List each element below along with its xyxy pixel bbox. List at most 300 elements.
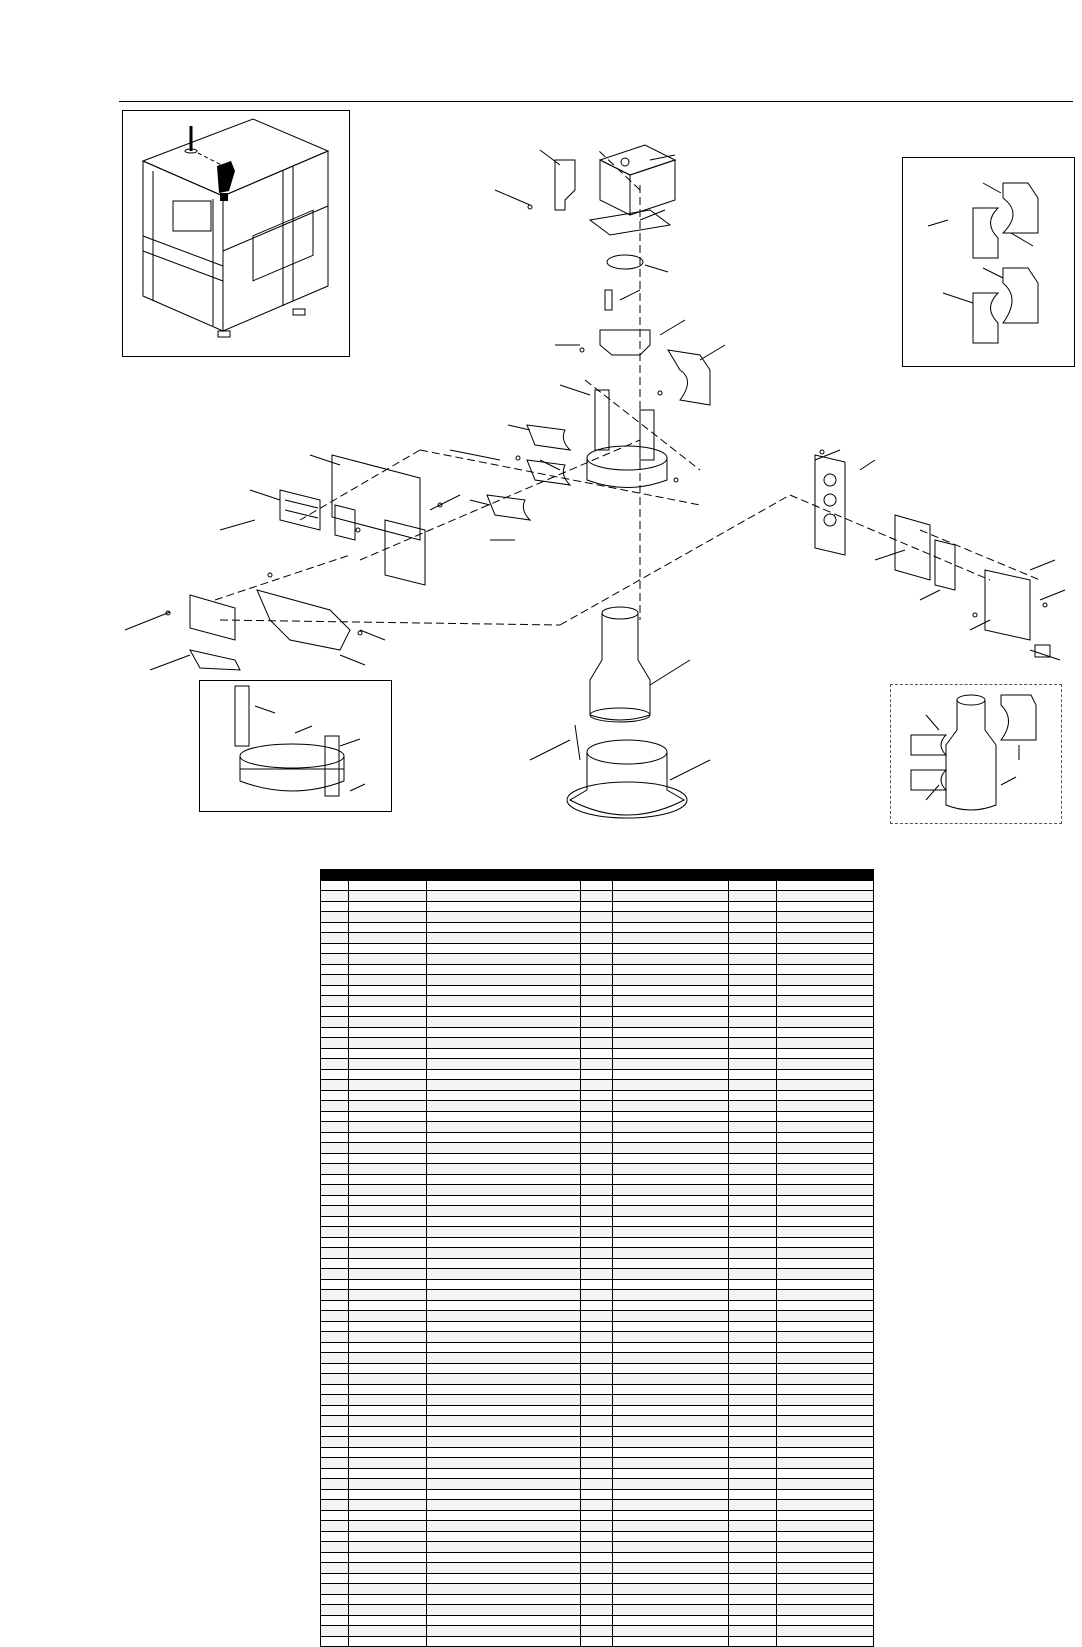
- table-cell: [613, 1248, 729, 1259]
- table-cell: [321, 1510, 349, 1521]
- table-cell: [777, 1405, 874, 1416]
- table-row: [321, 1332, 874, 1343]
- table-cell: [729, 1615, 777, 1626]
- table-cell: [777, 1416, 874, 1427]
- table-cell: [427, 1311, 581, 1322]
- table-cell: [777, 1069, 874, 1080]
- table-cell: [777, 1489, 874, 1500]
- table-cell: [581, 1552, 613, 1563]
- table-cell: [729, 1027, 777, 1038]
- table-cell: [613, 943, 729, 954]
- table-cell: [349, 1584, 427, 1595]
- table-cell: [349, 912, 427, 923]
- table-cell: [729, 933, 777, 944]
- header-cell: [777, 870, 874, 881]
- table-cell: [613, 1489, 729, 1500]
- table-cell: [613, 880, 729, 891]
- table-cell: [349, 1332, 427, 1343]
- table-cell: [613, 1290, 729, 1301]
- table-cell: [349, 1500, 427, 1511]
- header-cell: [613, 870, 729, 881]
- table-cell: [729, 1290, 777, 1301]
- table-cell: [777, 1563, 874, 1574]
- table-cell: [581, 1006, 613, 1017]
- table-cell: [427, 880, 581, 891]
- table-cell: [613, 1636, 729, 1647]
- table-cell: [777, 1384, 874, 1395]
- table-cell: [349, 964, 427, 975]
- table-cell: [613, 1594, 729, 1605]
- table-cell: [427, 1248, 581, 1259]
- table-cell: [349, 1363, 427, 1374]
- table-cell: [613, 1185, 729, 1196]
- table-row: [321, 1174, 874, 1185]
- table-cell: [349, 1279, 427, 1290]
- table-cell: [321, 922, 349, 933]
- table-row: [321, 1542, 874, 1553]
- table-cell: [349, 1521, 427, 1532]
- table-cell: [349, 996, 427, 1007]
- table-cell: [427, 1416, 581, 1427]
- table-cell: [321, 1090, 349, 1101]
- table-cell: [729, 1195, 777, 1206]
- table-cell: [613, 964, 729, 975]
- table-cell: [613, 1111, 729, 1122]
- parts-list-table: [320, 869, 874, 1647]
- table-cell: [427, 922, 581, 933]
- table-cell: [729, 1626, 777, 1637]
- table-cell: [321, 1153, 349, 1164]
- table-cell: [581, 996, 613, 1007]
- table-cell: [777, 1290, 874, 1301]
- table-cell: [321, 1080, 349, 1091]
- table-cell: [613, 1426, 729, 1437]
- table-cell: [729, 1510, 777, 1521]
- table-cell: [427, 1237, 581, 1248]
- table-cell: [427, 1122, 581, 1133]
- table-cell: [777, 1479, 874, 1490]
- table-cell: [777, 1195, 874, 1206]
- table-row: [321, 1090, 874, 1101]
- table-cell: [613, 901, 729, 912]
- table-cell: [427, 1059, 581, 1070]
- table-cell: [613, 1458, 729, 1469]
- table-cell: [427, 1510, 581, 1521]
- table-cell: [427, 1363, 581, 1374]
- table-cell: [613, 1153, 729, 1164]
- table-cell: [777, 1174, 874, 1185]
- table-cell: [427, 912, 581, 923]
- fastener-symbols: [166, 205, 1047, 635]
- table-row: [321, 1059, 874, 1070]
- table-cell: [349, 1594, 427, 1605]
- table-cell: [613, 1384, 729, 1395]
- table-row: [321, 1111, 874, 1122]
- table-cell: [581, 1311, 613, 1322]
- table-cell: [321, 1048, 349, 1059]
- table-cell: [321, 912, 349, 923]
- table-cell: [729, 1426, 777, 1437]
- table-cell: [321, 1279, 349, 1290]
- table-cell: [729, 901, 777, 912]
- table-cell: [729, 1405, 777, 1416]
- table-cell: [729, 1353, 777, 1364]
- table-cell: [777, 1636, 874, 1647]
- table-row: [321, 1405, 874, 1416]
- table-cell: [581, 1111, 613, 1122]
- table-row: [321, 1290, 874, 1301]
- table-cell: [613, 1101, 729, 1112]
- table-cell: [321, 1101, 349, 1112]
- table-cell: [427, 1101, 581, 1112]
- table-cell: [613, 1069, 729, 1080]
- table-cell: [729, 1374, 777, 1385]
- table-cell: [581, 891, 613, 902]
- table-cell: [321, 1332, 349, 1343]
- table-cell: [777, 901, 874, 912]
- table-cell: [349, 1458, 427, 1469]
- table-cell: [777, 1311, 874, 1322]
- table-row: [321, 1048, 874, 1059]
- table-cell: [581, 1237, 613, 1248]
- table-cell: [321, 1626, 349, 1637]
- table-cell: [321, 1143, 349, 1154]
- table-cell: [581, 1395, 613, 1406]
- table-cell: [321, 1531, 349, 1542]
- table-cell: [427, 1164, 581, 1175]
- table-cell: [777, 1363, 874, 1374]
- table-cell: [427, 1185, 581, 1196]
- table-cell: [581, 1258, 613, 1269]
- table-cell: [729, 1269, 777, 1280]
- table-header-row: [321, 870, 874, 881]
- table-row: [321, 880, 874, 891]
- table-row: [321, 1500, 874, 1511]
- header-cell: [729, 870, 777, 881]
- table-cell: [427, 1290, 581, 1301]
- table-cell: [581, 1437, 613, 1448]
- table-cell: [777, 1374, 874, 1385]
- table-cell: [613, 1321, 729, 1332]
- table-cell: [581, 933, 613, 944]
- table-cell: [349, 1342, 427, 1353]
- table-cell: [581, 1185, 613, 1196]
- table-cell: [613, 1447, 729, 1458]
- table-cell: [581, 1384, 613, 1395]
- table-row: [321, 1584, 874, 1595]
- table-cell: [729, 1153, 777, 1164]
- table-cell: [777, 1269, 874, 1280]
- table-row: [321, 1227, 874, 1238]
- table-cell: [349, 1237, 427, 1248]
- table-cell: [349, 1122, 427, 1133]
- table-cell: [729, 1321, 777, 1332]
- table-cell: [613, 1059, 729, 1070]
- table-cell: [613, 1563, 729, 1574]
- table-row: [321, 1143, 874, 1154]
- table-row: [321, 1353, 874, 1364]
- table-cell: [321, 1269, 349, 1280]
- table-cell: [777, 1447, 874, 1458]
- table-cell: [729, 1468, 777, 1479]
- table-cell: [613, 1300, 729, 1311]
- table-cell: [729, 943, 777, 954]
- table-cell: [321, 1416, 349, 1427]
- table-cell: [321, 1132, 349, 1143]
- table-cell: [321, 996, 349, 1007]
- table-cell: [321, 1069, 349, 1080]
- table-cell: [777, 1321, 874, 1332]
- table-cell: [777, 1437, 874, 1448]
- header-cell: [581, 870, 613, 881]
- table-cell: [729, 1479, 777, 1490]
- table-cell: [349, 880, 427, 891]
- table-cell: [613, 1164, 729, 1175]
- header-cell: [321, 870, 349, 881]
- table-cell: [581, 1542, 613, 1553]
- table-cell: [729, 1216, 777, 1227]
- table-row: [321, 1636, 874, 1647]
- table-cell: [427, 1384, 581, 1395]
- table-cell: [613, 996, 729, 1007]
- table-cell: [777, 1542, 874, 1553]
- table-cell: [613, 912, 729, 923]
- table-cell: [349, 1531, 427, 1542]
- table-cell: [729, 1500, 777, 1511]
- table-row: [321, 1437, 874, 1448]
- table-row: [321, 1626, 874, 1637]
- table-row: [321, 1605, 874, 1616]
- table-row: [321, 975, 874, 986]
- table-cell: [613, 1227, 729, 1238]
- table-cell: [321, 1405, 349, 1416]
- table-cell: [777, 1279, 874, 1290]
- table-row: [321, 1006, 874, 1017]
- table-cell: [427, 996, 581, 1007]
- table-cell: [729, 1489, 777, 1500]
- table-cell: [427, 1353, 581, 1364]
- table-row: [321, 1374, 874, 1385]
- table-cell: [581, 1227, 613, 1238]
- table-cell: [321, 1006, 349, 1017]
- table-row: [321, 1101, 874, 1112]
- table-cell: [613, 1374, 729, 1385]
- table-row: [321, 1342, 874, 1353]
- table-cell: [581, 954, 613, 965]
- table-cell: [729, 1279, 777, 1290]
- table-cell: [349, 1374, 427, 1385]
- table-cell: [349, 1174, 427, 1185]
- table-cell: [427, 1017, 581, 1028]
- table-cell: [321, 891, 349, 902]
- table-cell: [729, 1437, 777, 1448]
- table-cell: [427, 954, 581, 965]
- table-cell: [777, 1552, 874, 1563]
- table-cell: [427, 1405, 581, 1416]
- table-cell: [321, 1311, 349, 1322]
- table-row: [321, 912, 874, 923]
- table-cell: [581, 1059, 613, 1070]
- table-cell: [349, 1489, 427, 1500]
- table-cell: [427, 1342, 581, 1353]
- table-cell: [729, 1636, 777, 1647]
- table-cell: [777, 1143, 874, 1154]
- header-cell: [427, 870, 581, 881]
- table-cell: [777, 1185, 874, 1196]
- table-cell: [613, 1195, 729, 1206]
- table-cell: [777, 1258, 874, 1269]
- table-cell: [427, 1321, 581, 1332]
- table-cell: [349, 1153, 427, 1164]
- table-row: [321, 933, 874, 944]
- table-cell: [581, 1153, 613, 1164]
- table-cell: [349, 1395, 427, 1406]
- table-cell: [349, 1059, 427, 1070]
- table-cell: [581, 1479, 613, 1490]
- table-row: [321, 1563, 874, 1574]
- table-cell: [581, 1195, 613, 1206]
- table-cell: [321, 954, 349, 965]
- table-cell: [581, 1531, 613, 1542]
- table-cell: [321, 1342, 349, 1353]
- table-cell: [777, 891, 874, 902]
- table-cell: [321, 1479, 349, 1490]
- table-cell: [427, 1048, 581, 1059]
- table-cell: [729, 1332, 777, 1343]
- table-cell: [777, 1227, 874, 1238]
- table-cell: [427, 1615, 581, 1626]
- table-cell: [729, 1542, 777, 1553]
- table-row: [321, 901, 874, 912]
- table-cell: [349, 1206, 427, 1217]
- table-cell: [777, 1237, 874, 1248]
- table-cell: [729, 912, 777, 923]
- table-cell: [613, 1237, 729, 1248]
- table-cell: [427, 1174, 581, 1185]
- table-row: [321, 1279, 874, 1290]
- table-cell: [321, 1594, 349, 1605]
- table-cell: [581, 1636, 613, 1647]
- table-cell: [581, 1573, 613, 1584]
- table-cell: [581, 1143, 613, 1154]
- table-row: [321, 1153, 874, 1164]
- table-cell: [729, 964, 777, 975]
- table-cell: [427, 1153, 581, 1164]
- table-cell: [427, 1458, 581, 1469]
- table-cell: [321, 1395, 349, 1406]
- table-cell: [613, 1206, 729, 1217]
- table-cell: [581, 1080, 613, 1091]
- table-cell: [321, 1227, 349, 1238]
- table-cell: [581, 1090, 613, 1101]
- table-cell: [777, 1531, 874, 1542]
- table-cell: [613, 1090, 729, 1101]
- table-cell: [777, 1006, 874, 1017]
- table-cell: [777, 954, 874, 965]
- table-cell: [581, 1363, 613, 1374]
- table-row: [321, 1258, 874, 1269]
- table-cell: [321, 1437, 349, 1448]
- table-cell: [427, 1258, 581, 1269]
- table-cell: [613, 1311, 729, 1322]
- table-row: [321, 996, 874, 1007]
- table-cell: [777, 1500, 874, 1511]
- table-cell: [349, 1027, 427, 1038]
- table-cell: [427, 964, 581, 975]
- table-cell: [729, 1248, 777, 1259]
- table-cell: [427, 985, 581, 996]
- table-cell: [613, 1468, 729, 1479]
- table-cell: [777, 1206, 874, 1217]
- table-cell: [777, 1521, 874, 1532]
- table-cell: [427, 1573, 581, 1584]
- table-cell: [581, 1521, 613, 1532]
- table-cell: [581, 1101, 613, 1112]
- table-cell: [581, 943, 613, 954]
- table-cell: [349, 975, 427, 986]
- table-cell: [613, 1332, 729, 1343]
- table-row: [321, 1615, 874, 1626]
- table-cell: [613, 1615, 729, 1626]
- table-cell: [613, 1510, 729, 1521]
- table-cell: [349, 1090, 427, 1101]
- table-cell: [777, 996, 874, 1007]
- table-cell: [729, 1573, 777, 1584]
- table-cell: [321, 1174, 349, 1185]
- table-row: [321, 964, 874, 975]
- table-cell: [321, 1542, 349, 1553]
- table-cell: [729, 891, 777, 902]
- table-cell: [729, 1342, 777, 1353]
- table-cell: [729, 1395, 777, 1406]
- table-cell: [729, 1416, 777, 1427]
- parts-table-body: [321, 880, 874, 1647]
- table-cell: [349, 1227, 427, 1238]
- table-cell: [581, 1416, 613, 1427]
- table-cell: [321, 1321, 349, 1332]
- table-cell: [321, 975, 349, 986]
- table-cell: [613, 1584, 729, 1595]
- table-cell: [321, 1426, 349, 1437]
- table-cell: [321, 1290, 349, 1301]
- table-cell: [729, 1185, 777, 1196]
- table-cell: [581, 1269, 613, 1280]
- table-row: [321, 1531, 874, 1542]
- table-cell: [777, 1038, 874, 1049]
- table-row: [321, 1164, 874, 1175]
- table-cell: [349, 1615, 427, 1626]
- table-cell: [427, 1143, 581, 1154]
- table-cell: [581, 1584, 613, 1595]
- head-frame: [587, 390, 667, 488]
- table-cell: [581, 985, 613, 996]
- table-cell: [427, 975, 581, 986]
- table-cell: [729, 1458, 777, 1469]
- table-cell: [349, 1626, 427, 1637]
- table-cell: [729, 1300, 777, 1311]
- table-cell: [321, 1206, 349, 1217]
- table-cell: [613, 985, 729, 996]
- table-cell: [729, 1069, 777, 1080]
- table-cell: [777, 1605, 874, 1616]
- table-cell: [321, 880, 349, 891]
- table-cell: [777, 922, 874, 933]
- table-cell: [349, 1248, 427, 1259]
- table-cell: [427, 1500, 581, 1511]
- table-cell: [581, 1374, 613, 1385]
- table-cell: [729, 1143, 777, 1154]
- table-cell: [777, 933, 874, 944]
